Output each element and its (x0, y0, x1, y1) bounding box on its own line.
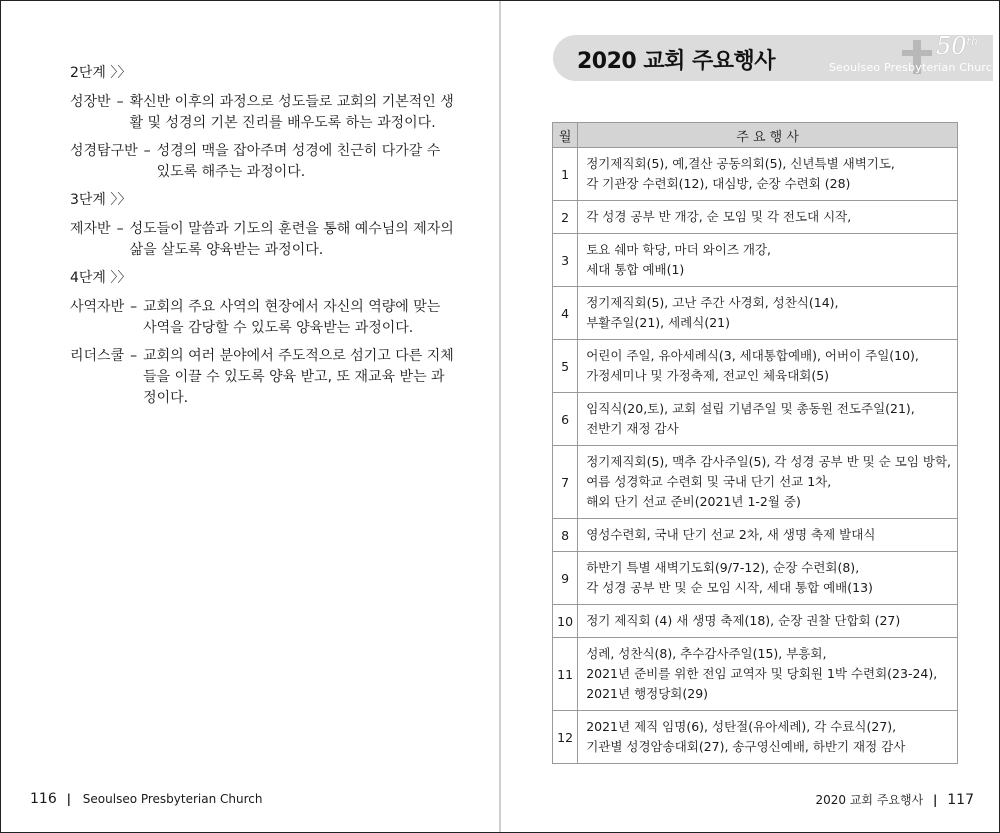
page-title: 2020 교회 주요행사 (577, 49, 776, 74)
footer-right (815, 791, 974, 808)
event-line: 2021년 행정당회(29) (586, 686, 709, 701)
month-cell: 4 (553, 287, 578, 340)
desc-line: 활 및 성경의 기본 진리를 배우도록 하는 과정이다. (129, 115, 436, 131)
book-spine (499, 1, 501, 832)
month-cell: 2 (553, 201, 578, 234)
events-cell (578, 519, 958, 552)
desc-line: 들을 이끌 수 있도록 양육 받고, 또 재교육 받는 과 (143, 369, 445, 385)
event-line: 2021년 제직 임명(6), 성탄절(유아세례), 각 수료식(27), (586, 719, 897, 734)
events-cell (578, 340, 958, 393)
table-row (553, 287, 958, 340)
table-row (553, 340, 958, 393)
events-cell (578, 711, 958, 764)
course-term: 사역자반 (70, 299, 125, 315)
column-header-month: 월 (553, 123, 578, 148)
event-line: 하반기 특별 새벽기도회(9/7-12), 순장 수련회(8), (586, 560, 860, 575)
cross-icon-bar (902, 50, 932, 56)
course-desc (143, 297, 455, 339)
course-desc (130, 219, 455, 261)
event-line: 정기제직회(5), 예,결산 공동의회(5), 신년특별 새벽기도, (586, 156, 895, 171)
month-cell: 10 (553, 605, 578, 638)
desc-line: 사역을 감당할 수 있도록 양육받는 과정이다. (143, 320, 414, 336)
events-cell (578, 446, 958, 519)
table-row (553, 638, 958, 711)
event-line: 어린이 주일, 유아세례식(3, 세대통합예배), 어버이 주일(10), (586, 348, 919, 363)
event-line: 가정세미나 및 가정축제, 전교인 체육대회(5) (586, 368, 830, 383)
event-line: 정기 제직회 (4) 새 생명 축제(18), 순장 권찰 단합회 (27) (586, 613, 901, 628)
course-item-bible-study (70, 141, 455, 183)
footer-church-name: Seoulseo Presbyterian Church (82, 792, 263, 806)
desc-line: 성경의 맥을 잡아주며 성경에 친근히 다가갈 수 (156, 143, 441, 159)
desc-line: 성도들이 말씀과 기도의 훈련을 통해 예수님의 제자의 (129, 221, 454, 237)
table-row (553, 148, 958, 201)
course-desc (143, 346, 455, 409)
desc-line: 교회의 여러 분야에서 주도적으로 섬기고 다른 지체 (143, 348, 454, 364)
dash: – (116, 94, 124, 110)
month-cell: 9 (553, 552, 578, 605)
course-item-minister (70, 297, 455, 339)
church-name: Seoulseo Presbyterian Church (829, 61, 1000, 74)
events-cell (578, 552, 958, 605)
events-cell (578, 287, 958, 340)
table-row (553, 711, 958, 764)
footer-separator: | (933, 793, 938, 807)
course-term: 제자반 (70, 221, 111, 237)
event-line: 각 성경 공부 반 개강, 순 모임 및 각 전도대 시작, (586, 209, 852, 224)
stage-2-heading: 2단계 〉〉 (70, 65, 132, 81)
footer-section-title: 2020 교회 주요행사 (815, 793, 924, 807)
event-line: 기관별 성경암송대회(27), 송구영신예배, 하반기 재정 감사 (586, 739, 906, 754)
course-item-disciple (70, 219, 455, 261)
month-cell: 5 (553, 340, 578, 393)
dash: – (130, 299, 138, 315)
event-line: 각 성경 공부 반 및 순 모임 시작, 세대 통합 예배(13) (586, 580, 873, 595)
month-cell: 7 (553, 446, 578, 519)
event-line: 부활주일(21), 세례식(21) (586, 315, 730, 330)
event-line: 정기제직회(5), 고난 주간 사경회, 성찬식(14), (586, 295, 839, 310)
course-desc (157, 141, 455, 183)
table-header-row (553, 123, 958, 148)
events-cell (578, 148, 958, 201)
desc-line: 정이다. (143, 390, 189, 406)
column-header-events: 주 요 행 사 (578, 123, 958, 148)
table-row (553, 519, 958, 552)
event-line: 2021년 준비를 위한 전임 교역자 및 당회원 1박 수련회(23-24), (586, 666, 938, 681)
month-cell: 11 (553, 638, 578, 711)
desc-line: 삶을 살도록 양육받는 과정이다. (129, 242, 324, 258)
event-line: 영성수련회, 국내 단기 선교 2차, 새 생명 축제 발대식 (586, 527, 876, 542)
page-number-left: 116 (30, 791, 57, 807)
anniversary-logo (936, 32, 978, 60)
footer-left (30, 791, 263, 807)
table-row (553, 552, 958, 605)
footer-separator: | (66, 792, 71, 806)
month-cell: 6 (553, 393, 578, 446)
desc-line: 교회의 주요 사역의 현장에서 자신의 역량에 맞는 (143, 299, 441, 315)
month-cell: 1 (553, 148, 578, 201)
month-cell: 12 (553, 711, 578, 764)
event-line: 전반기 재정 감사 (586, 421, 679, 436)
table-row (553, 605, 958, 638)
table-row (553, 393, 958, 446)
desc-line: 있도록 해주는 과정이다. (156, 164, 306, 180)
events-cell (578, 605, 958, 638)
event-line: 여름 성경학교 수련회 및 국내 단기 선교 1차, (586, 474, 832, 489)
anniversary-suffix: th (966, 35, 979, 48)
event-line: 토요 쉐마 학당, 마더 와이즈 개강, (586, 242, 771, 257)
course-item-growth (70, 92, 455, 134)
left-page-content (70, 63, 455, 416)
event-line: 해외 단기 선교 준비(2021년 1-2월 중) (586, 494, 801, 509)
month-cell: 8 (553, 519, 578, 552)
month-cell: 3 (553, 234, 578, 287)
event-line: 성례, 성찬식(8), 추수감사주일(15), 부흥회, (586, 646, 827, 661)
table-row (553, 201, 958, 234)
event-line: 임직식(20,토), 교회 설립 기념주일 및 총동원 전도주일(21), (586, 401, 915, 416)
events-cell (578, 234, 958, 287)
dash: – (116, 221, 124, 237)
course-term: 성경탐구반 (70, 143, 138, 159)
dash: – (130, 348, 138, 364)
stage-3-heading: 3단계 〉〉 (70, 192, 132, 208)
course-item-leaders-school (70, 346, 455, 409)
event-line: 세대 통합 예배(1) (586, 262, 685, 277)
events-cell (578, 393, 958, 446)
desc-line: 확신반 이후의 과정으로 성도들로 교회의 기본적인 생 (129, 94, 454, 110)
course-term: 성장반 (70, 94, 111, 110)
events-cell (578, 201, 958, 234)
stage-4-heading: 4단계 〉〉 (70, 270, 132, 286)
table-row (553, 234, 958, 287)
events-cell (578, 638, 958, 711)
course-term: 리더스쿨 (70, 348, 125, 364)
page-number-right: 117 (947, 792, 974, 808)
course-desc (130, 92, 455, 134)
dash: – (143, 143, 151, 159)
event-line: 각 기관장 수련회(12), 대심방, 순장 수련회 (28) (586, 176, 851, 191)
table-row (553, 446, 958, 519)
event-line: 정기제직회(5), 맥추 감사주일(5), 각 성경 공부 반 및 순 모임 방학, (586, 454, 951, 469)
anniversary-number: 50 (936, 32, 967, 60)
events-table (552, 122, 958, 764)
